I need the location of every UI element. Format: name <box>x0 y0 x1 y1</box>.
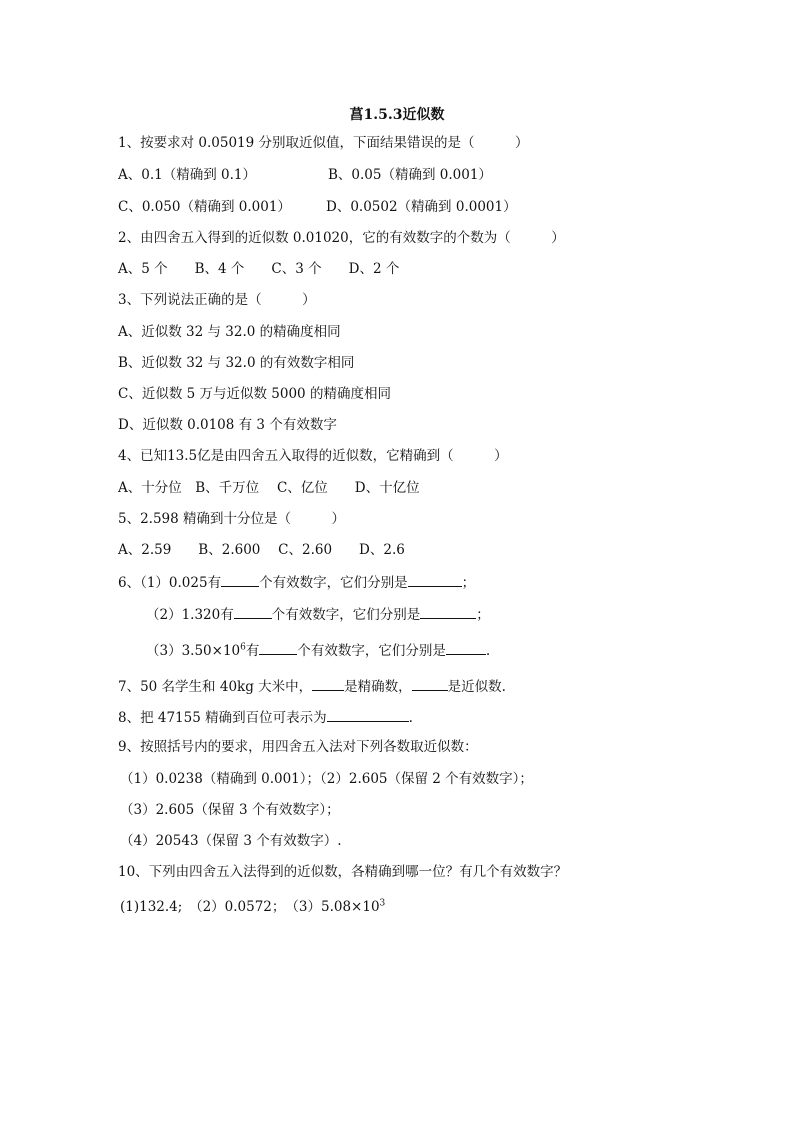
question-6-part-3-text-d: . <box>485 643 491 659</box>
question-8-text-a: 8、把 47155 精确到百位可表示为 <box>118 710 327 726</box>
question-6-part-2-text-b: 个有效数字，它们分别是 <box>271 607 421 623</box>
question-6-part-3 <box>146 640 490 660</box>
question-7 <box>118 676 506 696</box>
question-4-options: A、十分位 B、千万位 C、亿位 D、十亿位 <box>118 480 420 496</box>
question-8 <box>118 707 413 727</box>
question-9-part-3: （4）20543（保留 3 个有效数字）. <box>120 833 342 849</box>
question-3-option-a: A、近似数 32 与 32.0 的精确度相同 <box>118 324 341 340</box>
question-6-part-3-text-c: 个有效数字，它们分别是 <box>297 643 446 659</box>
question-9-stem: 9、按照括号内的要求，用四舍五入法对下列各数取近似数： <box>118 739 478 755</box>
question-1-option-b: B、0.05（精确到 0.001） <box>328 167 492 183</box>
answer-blank <box>234 604 272 619</box>
question-5-stem: 5、2.598 精确到十分位是（ ） <box>118 511 346 527</box>
question-7-text-b: 是精确数， <box>344 679 412 695</box>
answer-blank <box>408 572 462 587</box>
question-10-stem: 10、下列由四舍五入法得到的近似数，各精确到哪一位？有几个有效数字？ <box>118 864 568 880</box>
answer-blank <box>312 676 344 691</box>
question-3-option-b: B、近似数 32 与 32.0 的有效数字相同 <box>118 355 355 371</box>
question-10-parts-text: (1)132.4; （2）0.0572； （3）5.08×10 <box>120 899 380 915</box>
question-10-parts <box>120 898 385 916</box>
question-1-options-row-1 <box>118 166 492 184</box>
question-10-exponent: 3 <box>379 898 386 909</box>
question-3-option-c: C、近似数 5 万与近似数 5000 的精确度相同 <box>118 386 391 402</box>
answer-blank <box>327 707 409 722</box>
question-1-option-d: D、0.0502（精确到 0.0001） <box>326 199 517 215</box>
question-1-option-a: A、0.1（精确到 0.1） <box>118 167 256 183</box>
question-9-part-2: （3）2.605（保留 3 个有效数字）； <box>120 802 340 818</box>
question-6-part-2-text-a: （2）1.320有 <box>146 607 234 623</box>
question-6-part-1-text-b: 个有效数字，它们分别是 <box>259 575 408 591</box>
question-6-part-1-text-a: 6、（1）0.025有 <box>118 575 222 591</box>
answer-blank <box>412 676 448 691</box>
answer-blank <box>446 640 486 655</box>
answer-blank <box>259 640 297 655</box>
question-7-text-c: 是近似数. <box>447 679 506 695</box>
question-1-stem: 1、按要求对 0.05019 分别取近似值，下面结果错误的是（ ） <box>118 135 529 151</box>
question-6-part-1-text-c: ； <box>461 575 476 591</box>
question-6-part-3-text-b: 有 <box>245 643 260 659</box>
document-title: 菖1.5.3近似数 <box>349 107 445 123</box>
question-3-stem: 3、下列说法正确的是（ ） <box>118 292 316 308</box>
question-5-options: A、2.59 B、2.600 C、2.60 D、2.6 <box>118 542 405 558</box>
question-8-text-b: . <box>408 710 413 726</box>
question-4-stem: 4、已知13.5亿是由四舍五入取得的近似数，它精确到（ ） <box>118 448 508 464</box>
question-9-part-1: （1）0.0238（精确到 0.001）；（2）2.605（保留 2 个有效数字）； <box>120 771 533 787</box>
question-6-part-2 <box>146 604 490 624</box>
question-1-options-row-2 <box>118 198 517 216</box>
question-1-option-c: C、0.050（精确到 0.001） <box>118 199 291 215</box>
question-6-part-2-text-c: ； <box>476 607 490 623</box>
question-6-part-3-exponent: 6 <box>240 642 246 653</box>
question-7-text-a: 7、50 名学生和 40kg 大米中， <box>118 679 313 695</box>
question-6-part-1 <box>118 572 475 592</box>
question-6-part-3-text-a: （3）3.50×10 <box>146 643 241 659</box>
question-2-options: A、5 个 B、4 个 C、3 个 D、2 个 <box>118 261 400 277</box>
question-3-option-d: D、近似数 0.0108 有 3 个有效数字 <box>118 417 337 433</box>
question-2-stem: 2、由四舍五入得到的近似数 0.01020，它的有效数字的个数为（ ） <box>118 230 565 246</box>
answer-blank <box>221 572 259 587</box>
answer-blank <box>420 604 476 619</box>
